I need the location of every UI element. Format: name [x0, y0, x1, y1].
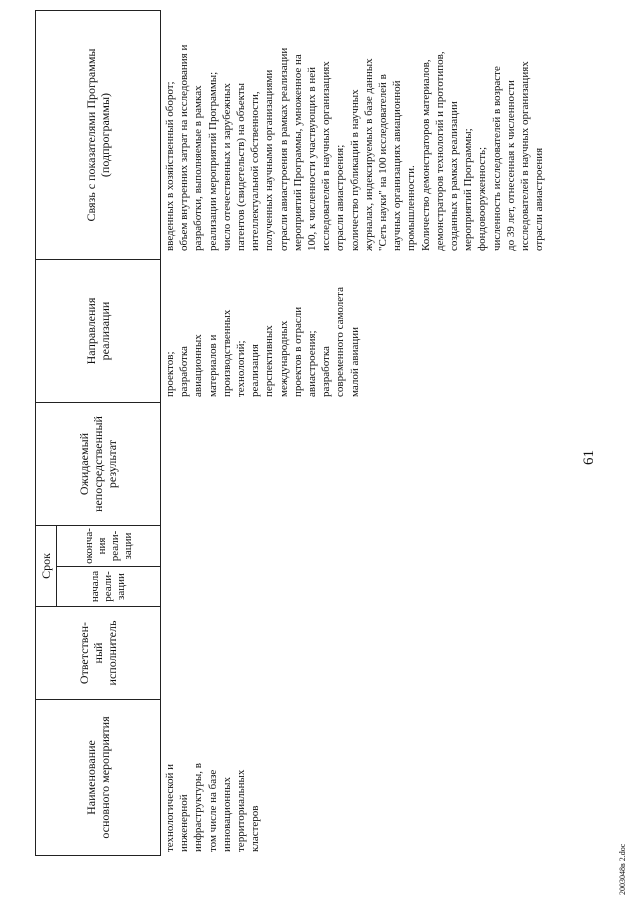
text-line: промышленности. — [405, 165, 418, 251]
text-line: исследователей в научных организациях — [320, 61, 333, 251]
header-executor — [36, 607, 160, 699]
header-link — [36, 11, 160, 259]
text-line: территориальных — [235, 769, 248, 852]
header-result — [36, 403, 160, 525]
header-link-line: Связь с показателями Программы — [84, 48, 98, 222]
text-line: созданных в рамках реализации — [448, 101, 461, 251]
text-line: реализации мероприятий Программы; — [206, 71, 219, 251]
text-line: малой авиации — [348, 327, 361, 397]
text-line: авиастроения; — [306, 330, 319, 397]
row-name-cell — [163, 702, 262, 852]
text-line: перспективных — [263, 325, 276, 397]
text-line: инфраструктуры, в — [192, 763, 205, 852]
text-line: интеллектуальной собственности, — [249, 91, 262, 251]
header-end-line: реали- — [108, 530, 121, 562]
text-line: исследователей в научных организациях — [519, 61, 532, 251]
text-line: патентов (свидетельств) на объекты — [235, 82, 248, 251]
program-table — [35, 10, 546, 856]
footer-file-code: 2003048в 2.doc — [618, 843, 627, 895]
text-line: проектов в отрасли — [291, 306, 304, 397]
text-line: разработка — [178, 346, 191, 397]
header-start — [57, 567, 160, 606]
header-name-line: основного мероприятия — [98, 716, 112, 839]
text-line: инновационных — [220, 776, 233, 852]
text-line: технологий; — [235, 340, 248, 397]
header-executor-line: исполнитель — [105, 620, 119, 686]
header-directions-line: реализации — [98, 301, 112, 361]
header-executor-line: Ответствен- — [77, 621, 91, 685]
text-line: научных организациях авиационной — [391, 80, 404, 251]
text-line: авиационных — [192, 334, 205, 397]
text-line: введенных в хозяйственный оборот; — [164, 81, 176, 251]
header-end-line: оконча- — [82, 528, 95, 564]
header-end — [57, 526, 160, 566]
text-line: международных — [277, 320, 290, 397]
header-name — [36, 700, 160, 855]
row-directions-cell — [163, 261, 362, 397]
header-bottom-border — [160, 10, 161, 856]
text-line: число отечественных и зарубежных — [220, 83, 233, 251]
text-line: количество публикаций в научных — [348, 89, 361, 251]
page-number: 61 — [581, 450, 597, 465]
text-line: кластеров — [249, 805, 262, 852]
text-line: реализация — [249, 344, 262, 397]
text-line: до 39 лет, отнесенная к численности — [504, 80, 517, 251]
header-start-line: реали- — [102, 571, 114, 602]
header-term-label: Срок — [39, 553, 53, 579]
header-end-line: ния — [95, 537, 108, 555]
text-line: отрасли авиастроения — [533, 147, 546, 251]
text-line: проектов; — [164, 351, 176, 397]
text-line: 100, к численности участвующих в ней — [306, 67, 319, 251]
text-line: фондовооруженность; — [476, 146, 489, 251]
text-line: демонстраторов технологий и прототипов, — [433, 51, 446, 251]
table-left-border — [35, 855, 160, 856]
text-line: полученных научными организациями — [263, 69, 276, 251]
text-line: численность исследователей в возрасте — [490, 66, 503, 251]
header-result-line: результат — [105, 439, 119, 489]
header-directions-line: Направления — [84, 297, 98, 365]
text-line: "Сеть науки" на 100 исследователей в — [377, 74, 390, 251]
text-line: производственных — [220, 309, 233, 397]
header-result-line: непосредственный — [91, 416, 105, 512]
text-line: отрасли авиастроения; — [334, 144, 347, 251]
text-line: современного самолета — [334, 287, 347, 397]
header-directions — [36, 260, 160, 402]
header-result-line: Ожидаемый — [77, 432, 91, 496]
header-name-line: Наименование — [84, 740, 98, 815]
text-line: технологической и — [164, 763, 176, 852]
row-link-cell — [163, 13, 546, 251]
text-line: мероприятий Программы, умноженное на — [291, 54, 304, 251]
text-line: инженерной — [178, 794, 191, 852]
text-line: том числе на базе — [206, 769, 219, 852]
header-end-line: зации — [121, 532, 134, 560]
text-line: журналах, индексируемых в базе данных — [362, 58, 375, 251]
text-line: разработка — [320, 346, 333, 397]
header-start-line: начала — [89, 570, 101, 603]
header-start-line: зации — [115, 573, 127, 600]
header-link-line: (подпрограммы) — [98, 92, 112, 178]
header-executor-line: ный — [91, 642, 105, 664]
text-line: отрасли авиастроения в рамках реализации — [277, 47, 290, 251]
text-line: Количество демонстраторов материалов, — [419, 59, 432, 251]
text-line: материалов и — [206, 334, 219, 397]
text-line: мероприятий Программы; — [462, 128, 475, 251]
text-line: разработки, выполняемые в рамках — [192, 85, 205, 251]
text-line: объем внутренних затрат на исследования и — [178, 44, 191, 251]
header-term — [36, 526, 56, 606]
